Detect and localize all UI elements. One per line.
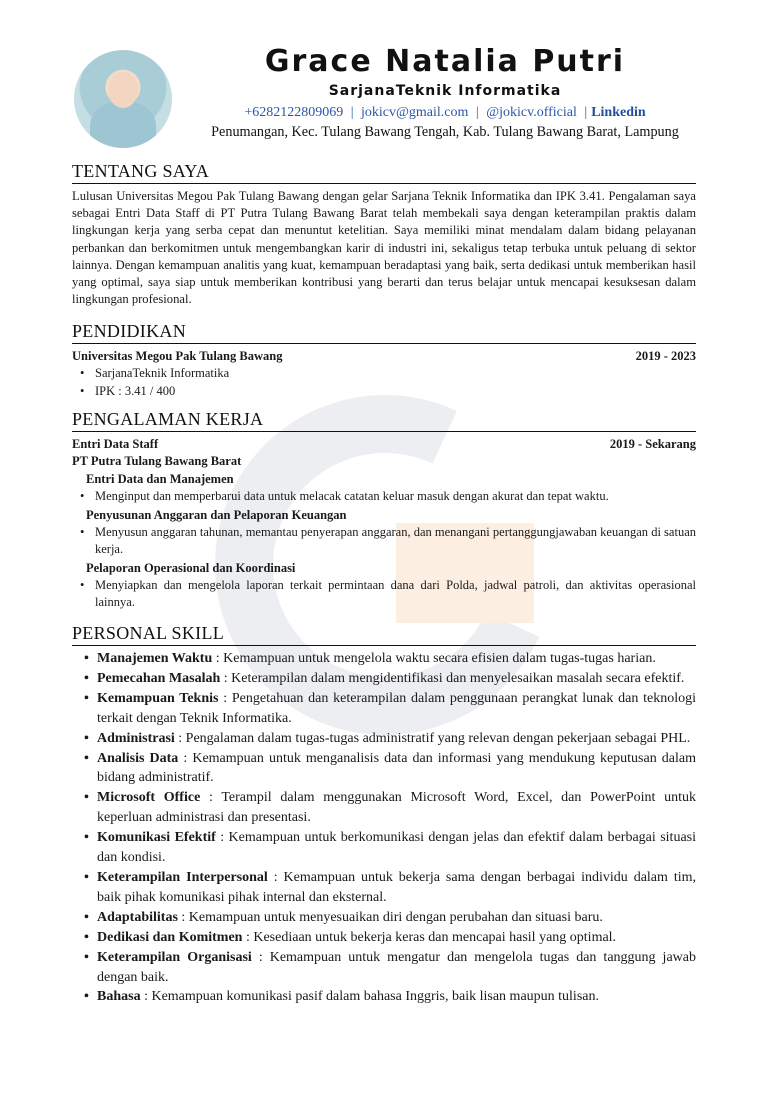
skill-desc: : Pengalaman dalam tugas-tugas administratif yang relevan dengan pekerjaan sebagai PHL. — [174, 730, 691, 746]
skill-desc: : Kemampuan komunikasi pasif dalam bahasa Inggris, baik lisan maupun tulisan. — [140, 989, 599, 1005]
skill-desc: : Kemampuan untuk bekerja sama dengan berbagai individu dalam tim, baik pihak komunikasi pihak internal dan eksternal. — [97, 869, 696, 905]
skill-desc: : Terampil dalam menggunakan Microsoft Word, Excel, dan PowerPoint untuk keperluan administrasi dan presentasi. — [97, 790, 696, 826]
skill-desc: : Kemampuan untuk berkomunikasi dengan jelas dan efektif dalam berbagai situasi dan kondisi. — [97, 830, 696, 866]
skill-name: Keterampilan Organisasi — [97, 949, 252, 965]
duty-item: • Menyusun anggaran tahunan, memantau penyerapan anggaran, dan menangani pertanggungjawaban keuangan di satuan kerja. — [72, 524, 696, 559]
skill-name: Adaptabilitas — [97, 909, 178, 925]
contact-line — [180, 105, 710, 121]
skill-name: Administrasi — [97, 730, 175, 746]
education-title: PENDIDIKAN — [72, 320, 696, 344]
experience-title: PENGALAMAN KERJA — [72, 408, 696, 432]
skill-desc: : Keterampilan dalam mengidentifikasi dan menyelesaikan masalah secara efektif. — [220, 670, 685, 686]
skill-item — [72, 788, 696, 828]
phone-number[interactable]: +6282122809069 — [244, 105, 344, 120]
duty-heading: Pelaporan Operasional dan Koordinasi — [86, 560, 296, 575]
job-role: Entri Data Staff — [72, 437, 159, 451]
skill-desc: : Kemampuan untuk mengelola waktu secara efisien dalam tugas-tugas harian. — [212, 651, 656, 666]
contact-separator: | — [475, 105, 479, 120]
skill-item — [72, 828, 696, 868]
profile-photo — [74, 50, 172, 148]
email-link[interactable]: jokicv@gmail.com — [361, 105, 469, 120]
duty-item: • Menyiapkan dan mengelola laporan terkait permintaan dana dari Polda, jadwal patroli, dan aktivitas operasional lainnya. — [72, 577, 696, 612]
skill-item — [72, 649, 696, 669]
contact-separator: | — [350, 105, 354, 120]
skill-name: Manajemen Waktu — [97, 651, 213, 666]
experience-section — [72, 408, 696, 612]
education-row — [72, 348, 696, 365]
skill-item — [72, 928, 696, 948]
skill-name: Keterampilan Interpersonal — [97, 869, 268, 885]
job-years: 2019 - Sekarang — [609, 437, 696, 451]
education-list — [72, 365, 696, 400]
skill-name: Pemecahan Masalah — [97, 670, 221, 686]
education-years: 2019 - 2023 — [635, 349, 696, 363]
resume-header — [0, 0, 768, 150]
candidate-degree: SarjanaTeknik Informatika — [328, 83, 562, 99]
duty-item: • Menginput dan memperbarui data untuk melacak catatan keluar masuk dengan akurat dan tepat waktu. — [72, 488, 696, 506]
education-gpa: • IPK : 3.41 / 400 — [72, 383, 696, 401]
skills-title: PERSONAL SKILL — [72, 622, 696, 646]
about-text: Lulusan Universitas Megou Pak Tulang Bawang dengan gelar Sarjana Teknik Informatika dan IPK 3.41. Pengalaman saya sebagai Entri Data Staff di PT Putra Tulang Bawang Barat telah membekali saya dengan keterampilan praktis dalam lingkungan kerja yang serba cepat dan menuntut ketelitian. Saya memiliki minat mendalam dalam bidang pelayanan perbankan dan berkomitmen untuk mengembangkan karir di industri ini, sekaligus tetap terbuka untuk peluang di sektor lainnya. Dengan kemampuan analitis yang kuat, kemampuan beradaptasi yang baik, serta dedikasi untuk memberikan hasil yang optimal, saya siap untuk memberikan kontribusi yang berarti dan terus belajar untuk mencapai kesuksesan dalam lingkungan profesional. — [72, 189, 696, 307]
duty-list — [72, 524, 696, 559]
skill-item — [72, 908, 696, 928]
skill-item — [72, 948, 696, 988]
company-row — [72, 453, 696, 470]
photo-hijab — [90, 102, 156, 148]
skill-item — [72, 987, 696, 1007]
social-handle[interactable]: @jokicv.official — [486, 105, 577, 120]
education-degree: • SarjanaTeknik Informatika — [72, 365, 696, 383]
linkedin-link[interactable]: Linkedin — [591, 105, 646, 120]
skill-name: Bahasa — [97, 989, 141, 1005]
candidate-name: Grace Natalia Putri — [264, 44, 626, 79]
about-section — [72, 160, 696, 308]
address: Penumangan, Kec. Tulang Bawang Tengah, Kab. Tulang Bawang Barat, Lampung — [211, 124, 679, 140]
education-section — [72, 320, 696, 400]
skill-name: Kemampuan Teknis — [97, 690, 219, 706]
duty-heading: Entri Data dan Manajemen — [86, 472, 234, 486]
skills-section — [72, 622, 696, 1007]
duty-list — [72, 488, 696, 506]
skills-list — [72, 649, 696, 1007]
skill-desc: : Kesediaan untuk bekerja keras dan mencapai hasil yang optimal. — [242, 929, 617, 945]
skill-desc: : Pengetahuan dan keterampilan dalam penggunaan perangkat lunak dan teknologi terkait dengan Teknik Informatika. — [97, 690, 696, 726]
skill-desc: : Kemampuan untuk menganalisis data dan informasi yang mendukung keputusan dalam bidang administratif. — [97, 750, 696, 786]
duty-list — [72, 577, 696, 612]
photo-face — [108, 72, 138, 108]
skill-item — [72, 669, 696, 689]
skill-name: Microsoft Office — [97, 790, 201, 806]
skill-desc: : Kemampuan untuk menyesuaikan diri dengan perubahan dan situasi baru. — [177, 909, 603, 925]
skill-desc: : Kemampuan untuk mengatur dan mengelola tugas dan tanggung jawab dengan baik. — [97, 949, 696, 985]
skill-item — [72, 689, 696, 729]
contact-separator: | — [584, 105, 588, 120]
about-title: TENTANG SAYA — [72, 160, 696, 184]
school-name: Universitas Megou Pak Tulang Bawang — [72, 349, 283, 363]
skill-name: Dedikasi dan Komitmen — [97, 929, 243, 945]
skill-name: Analisis Data — [97, 750, 179, 766]
experience-row — [72, 436, 696, 453]
skill-item — [72, 749, 696, 789]
company-name: PT Putra Tulang Bawang Barat — [72, 454, 242, 468]
skill-item — [72, 729, 696, 749]
duty-heading: Penyusunan Anggaran dan Pelaporan Keuangan — [86, 507, 347, 522]
skill-item — [72, 868, 696, 908]
skill-name: Komunikasi Efektif — [97, 830, 216, 846]
